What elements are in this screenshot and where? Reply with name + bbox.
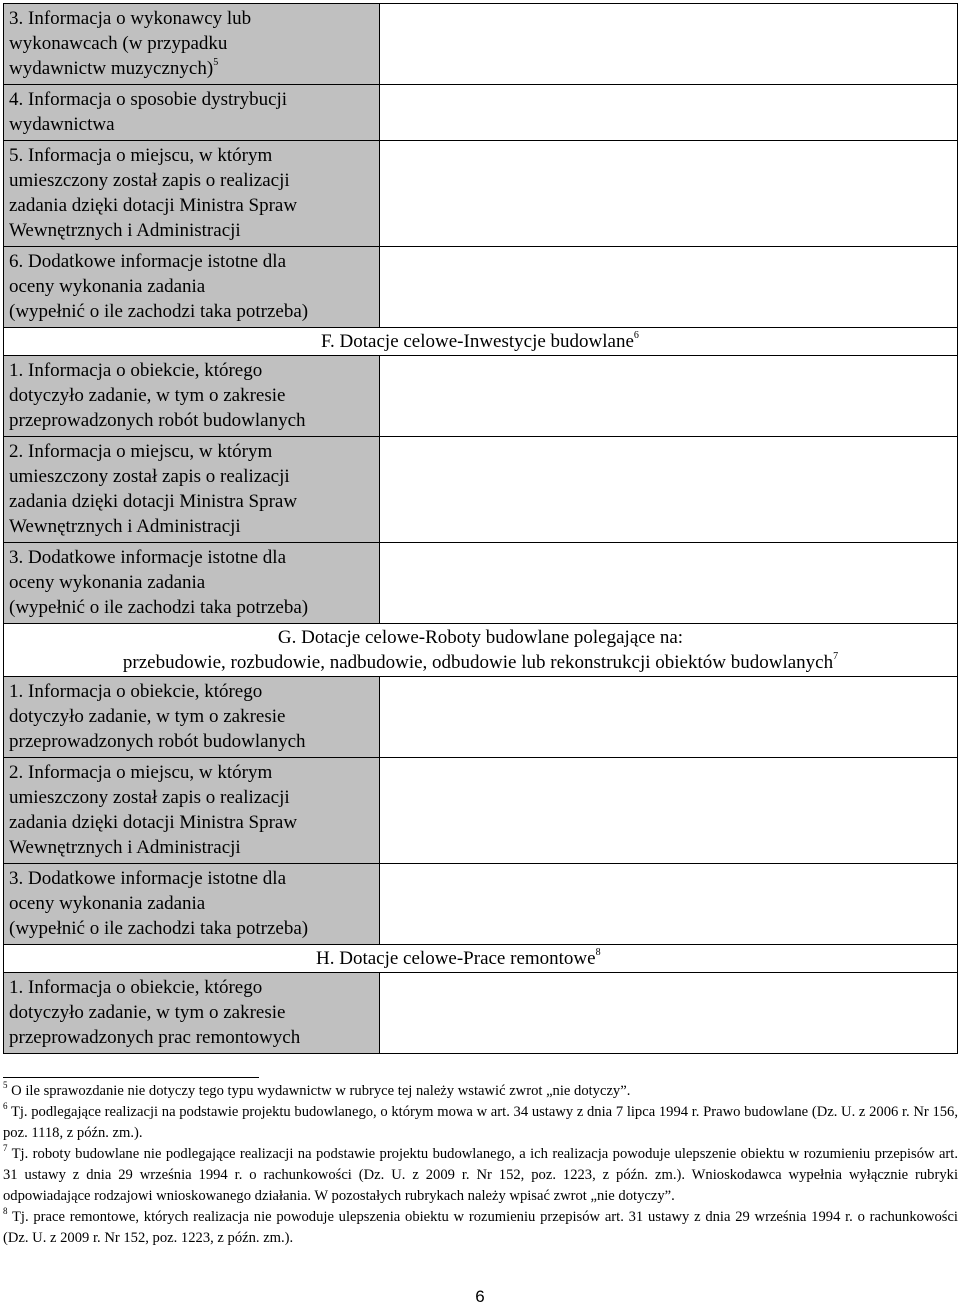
label-line: 4. Informacja o sposobie dystrybucji [9,89,288,110]
answer-field[interactable] [380,356,958,437]
footnote-8 [3,1207,958,1249]
label-line: 3. Informacja o wykonawcy lub [9,8,252,29]
answer-field[interactable] [380,4,958,85]
footnote-number: 7 [3,1143,8,1153]
label-line: 2. Informacja o miejscu, w którym [9,762,273,783]
form-row [4,864,958,945]
answer-field[interactable] [380,677,958,758]
row-label [4,141,380,247]
label-line: Wewnętrznych i Administracji [9,220,241,241]
label-line: 5. Informacja o miejscu, w którym [9,145,273,166]
label-line: wydawnictwa [9,114,115,135]
footnote-text: Tj. roboty budowlane nie podlegające realizacji na podstawie projektu budowlanego, a ich realizacja powoduje ulepszenie obiektu w rozumieniu przepisów art. 31 ustawy z dnia 29 września 1994 r. o rachunkowości (Dz. U. z 2009 r. Nr 152, poz. 1223, z późn. zm.). Wnioskodawca wypełnia wyłącznie rubryki odpowiadające rodzajowi wnioskowanego działania. W pozostałych rubrykach należy wpisać zwrot „nie dotyczy”. [3,1146,958,1204]
form-row [4,543,958,624]
label-line: (wypełnić o ile zachodzi taka potrzeba) [9,597,309,618]
answer-field[interactable] [380,85,958,141]
row-label [4,677,380,758]
label-line: umieszczony został zapis o realizacji [9,787,290,808]
answer-field[interactable] [380,141,958,247]
row-label [4,758,380,864]
footnote-number: 6 [3,1101,8,1111]
label-line: dotyczyło zadanie, w tym o zakresie [9,706,286,727]
footnote-ref[interactable]: 8 [595,947,601,958]
answer-field[interactable] [380,864,958,945]
footnote-number: 8 [3,1206,8,1216]
label-line: przeprowadzonych prac remontowych [9,1027,301,1048]
label-line: oceny wykonania zadania [9,893,206,914]
section-g-title-line: G. Dotacje celowe-Roboty budowlane polegające na: [277,627,684,648]
label-line: (wypełnić o ile zachodzi taka potrzeba) [9,301,309,322]
label-line: zadania dzięki dotacji Ministra Spraw [9,812,298,833]
label-line: 1. Informacja o obiekcie, którego [9,681,263,702]
form-row [4,437,958,543]
row-label [4,437,380,543]
row-label [4,4,380,85]
answer-field[interactable] [380,437,958,543]
section-h-title: H. Dotacje celowe-Prace remontowe$^8$ [4,945,958,973]
label-line: 2. Informacja o miejscu, w którym [9,441,273,462]
label-line: 1. Informacja o obiekcie, którego [9,360,263,381]
form-row [4,4,958,85]
label-line: 3. Dodatkowe informacje istotne dla [9,547,287,568]
footnote-6 [3,1102,958,1144]
row-label [4,356,380,437]
label-line: Wewnętrznych i Administracji [9,516,241,537]
label-line: Wewnętrznych i Administracji [9,837,241,858]
label-line: 6. Dodatkowe informacje istotne dla [9,251,287,272]
form-row [4,973,958,1054]
form-row [4,141,958,247]
footnote-separator [3,1077,259,1078]
form-row [4,85,958,141]
form-row [4,677,958,758]
footnote-ref[interactable]: 7 [833,651,839,662]
form-row [4,758,958,864]
section-header-row [4,624,958,677]
answer-field[interactable] [380,758,958,864]
label-line: wykonawcach (w przypadku [9,33,228,54]
label-line: przeprowadzonych robót budowlanych [9,731,306,752]
footnote-number: 5 [3,1080,8,1090]
answer-field[interactable] [380,543,958,624]
footnote-text: Tj. prace remontowe, których realizacja nie powoduje ulepszenia obiektu w rozumieniu przepisów art. 31 ustawy z dnia 29 września 1994 r. o rachunkowości (Dz. U. z 2009 r. Nr 152, poz. 1223, z późn. zm.). [3,1209,958,1246]
footnote-ref[interactable]: 6 [633,330,639,341]
form-row [4,247,958,328]
label-line: zadania dzięki dotacji Ministra Spraw [9,195,298,216]
label-line: przeprowadzonych robót budowlanych [9,410,306,431]
footnote-5 [3,1081,958,1102]
label-line: umieszczony został zapis o realizacji [9,170,290,191]
section-header-row [4,328,958,356]
row-label [4,85,380,141]
answer-field[interactable] [380,973,958,1054]
row-label [4,973,380,1054]
section-f-title: F. Dotacje celowe-Inwestycje budowlane$^6$ [4,328,958,356]
footnote-text: Tj. podlegające realizacji na podstawie projektu budowlanego, o którym mowa w art. 34 ustawy z dnia 7 lipca 1994 r. Prawo budowlane (Dz. U. z 2006 r. Nr 156, poz. 1118, z późn. zm.). [3,1104,958,1141]
row-label [4,247,380,328]
footnote-7 [3,1144,958,1207]
label-line: dotyczyło zadanie, w tym o zakresie [9,385,286,406]
page-number: 6 [475,1287,485,1306]
label-line: oceny wykonania zadania [9,276,206,297]
label-line: 1. Informacja o obiekcie, którego [9,977,263,998]
label-line: wydawnictw muzycznych)$^5$ [9,57,219,79]
answer-field[interactable] [380,247,958,328]
row-label [4,543,380,624]
label-line: dotyczyło zadanie, w tym o zakresie [9,1002,286,1023]
footnote-text: O ile sprawozdanie nie dotyczy tego typu wydawnictw w rubryce tej należy wstawić zwrot „nie dotyczy”. [11,1083,631,1099]
label-line: 3. Dodatkowe informacje istotne dla [9,868,287,889]
label-line: umieszczony został zapis o realizacji [9,466,290,487]
label-line: (wypełnić o ile zachodzi taka potrzeba) [9,918,309,939]
form-row [4,356,958,437]
row-label [4,864,380,945]
label-line: oceny wykonania zadania [9,572,206,593]
section-header-row [4,945,958,973]
label-line: zadania dzięki dotacji Ministra Spraw [9,491,298,512]
footnote-ref[interactable]: 5 [213,57,219,68]
section-g-title [4,624,958,677]
section-g-title-line: przebudowie, rozbudowie, nadbudowie, odbudowie lub rekonstrukcji obiektów budowlanych$^7$ [122,651,839,673]
footnotes [3,1081,958,1249]
report-form-table [3,3,958,1054]
